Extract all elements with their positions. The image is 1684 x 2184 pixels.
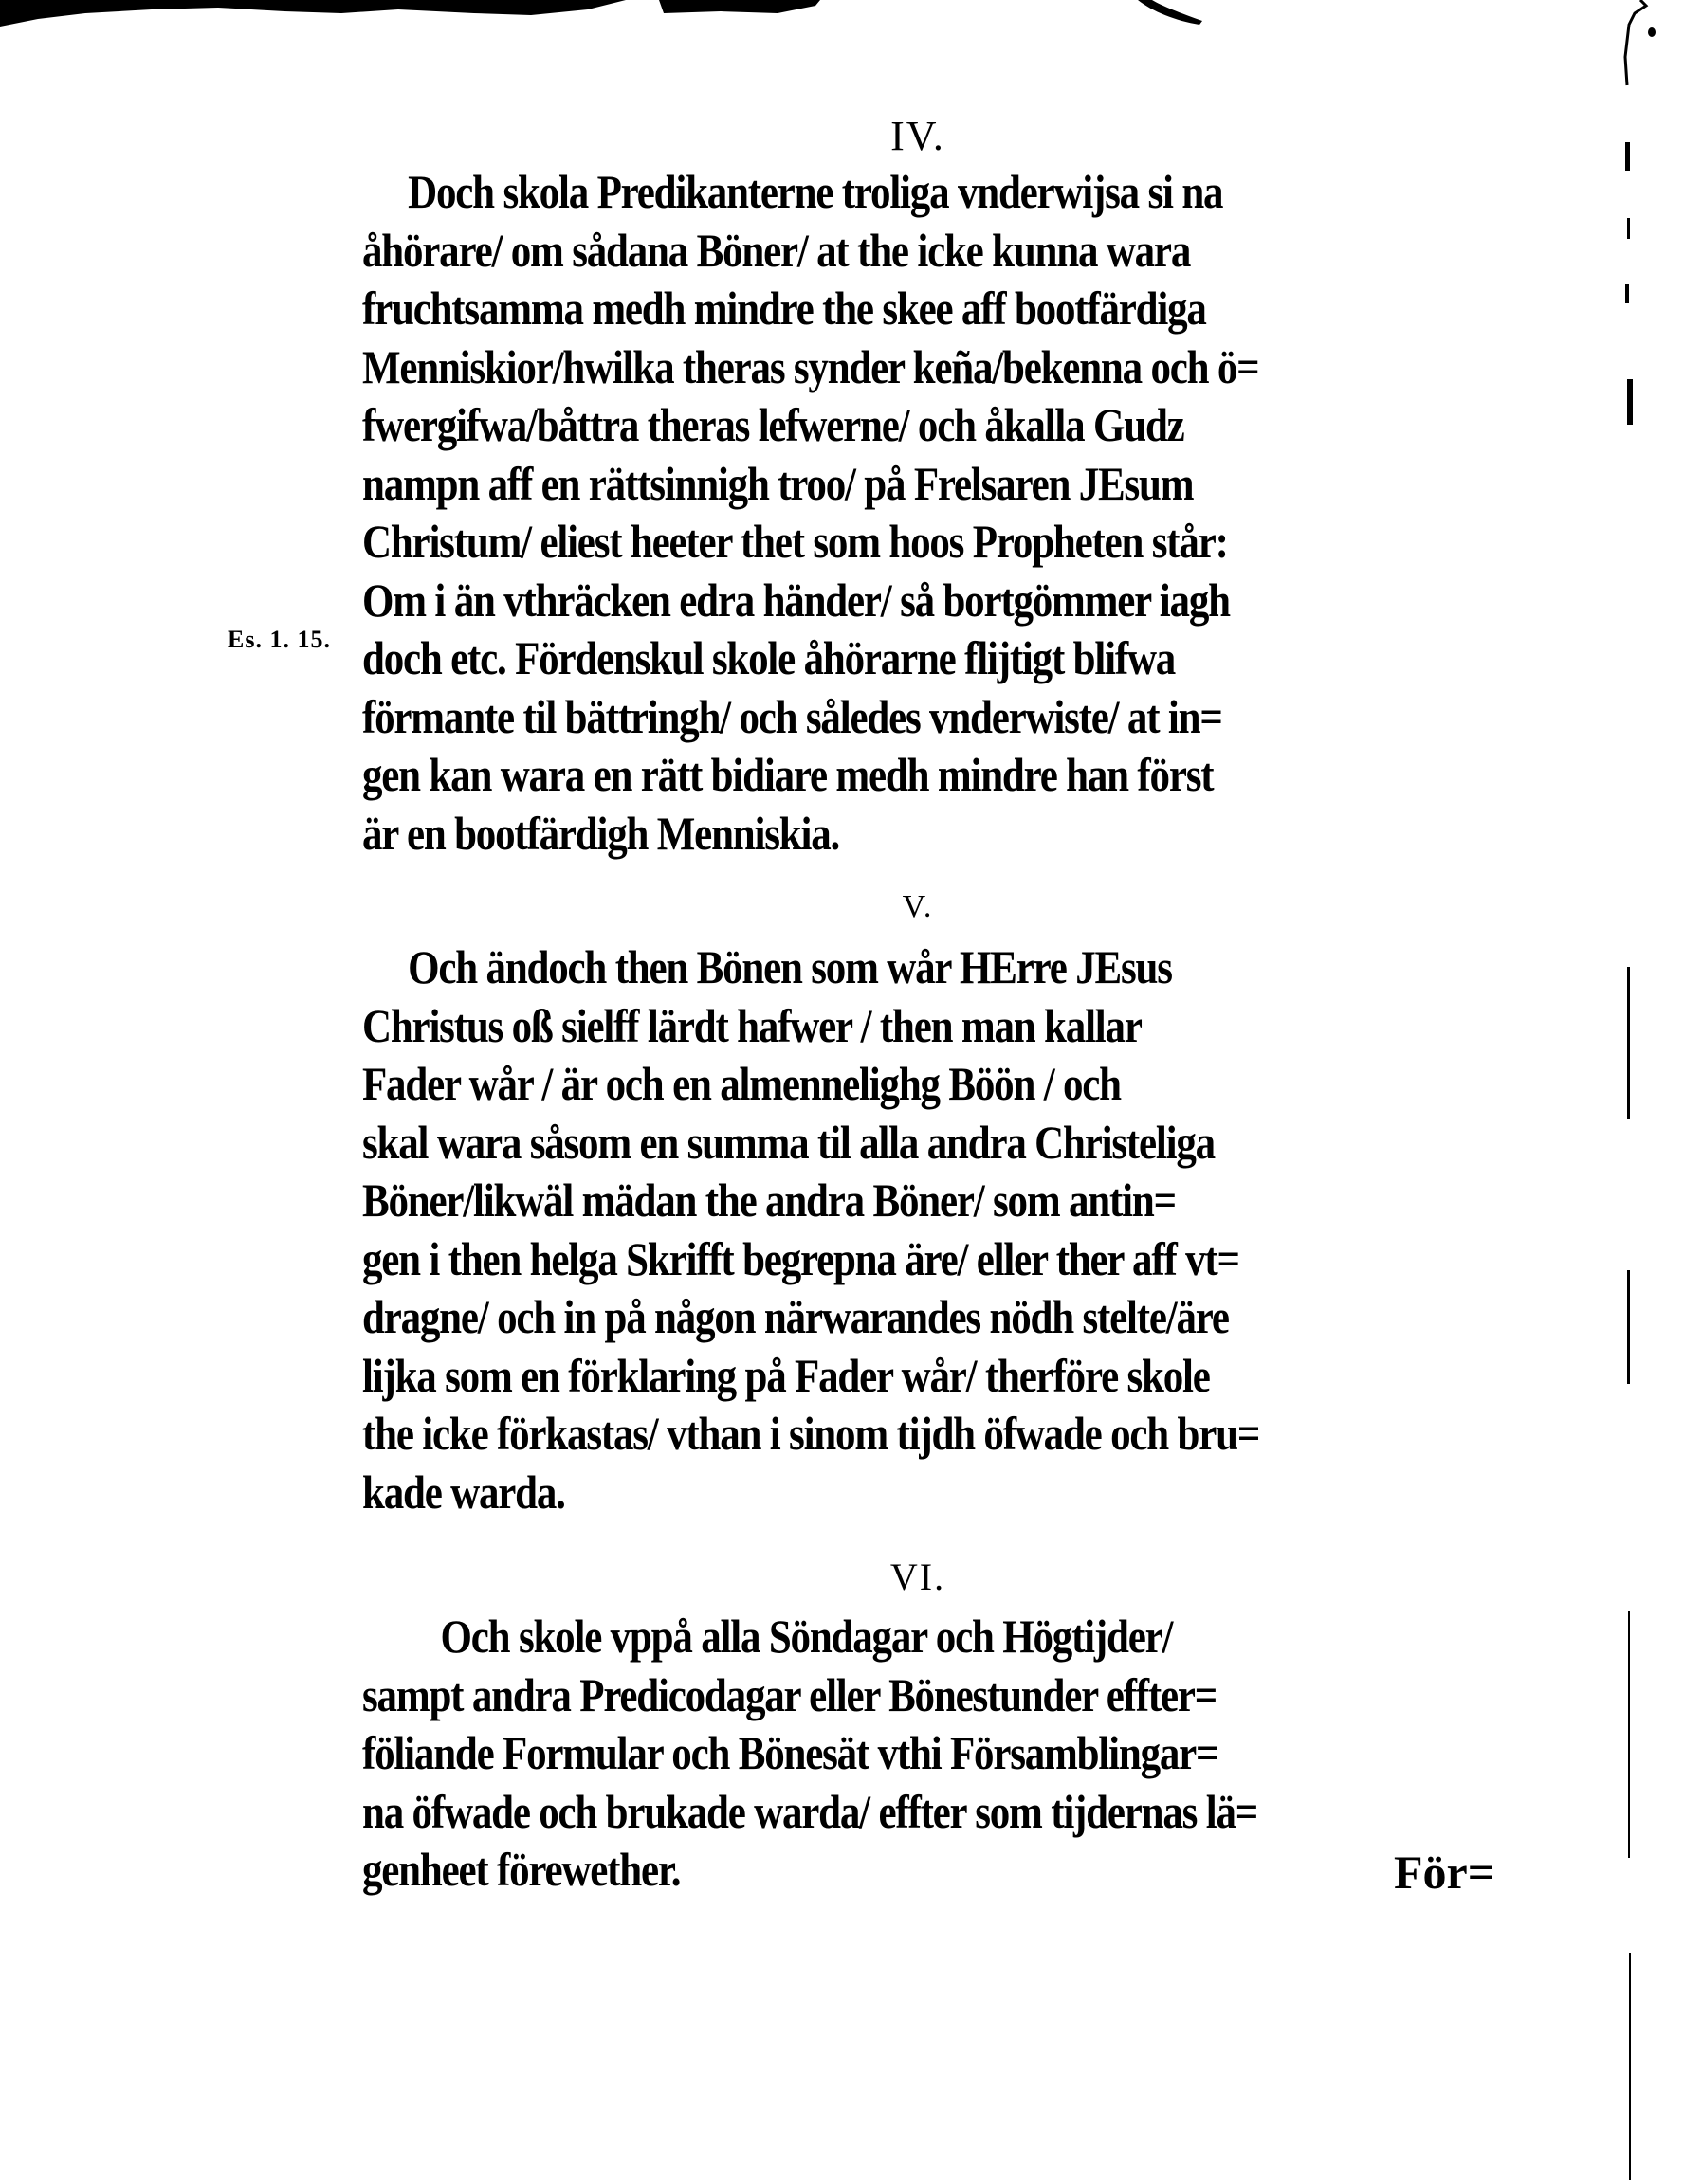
text-line: Menniskior/hwilka theras synder keñа/bekenna och ö= — [362, 339, 1259, 393]
text-line: gen i then helga Skrifft begrepna äre/ eller ther aff vt= — [362, 1231, 1239, 1285]
text-line: the icke förkastas/ vthan i sinom tijdh öfwade och bru= — [362, 1407, 1260, 1460]
catchword: För= — [1394, 1846, 1495, 1899]
scan-top-edge-artifact — [0, 0, 1684, 38]
text-line-with-roman-word: föliande Formular och Bönesät vthi Församblingar= — [362, 1726, 1218, 1779]
marginal-scripture-reference: Es. 1. 15. — [228, 626, 331, 653]
text-line-with-emphasis: Fader wår / är och en almennelighg Böön / och — [362, 1057, 1121, 1110]
text-line: kade warda. — [362, 1465, 565, 1519]
text-line: Christus oß sielff lärdt hafwer / then man kallar — [362, 998, 1142, 1052]
section-number-v: V. — [902, 889, 934, 924]
text-line: är en bootfärdigh Menniskia. — [362, 806, 840, 860]
text-line: fruchtsamma medh mindre the skee aff bootfärdiga — [362, 282, 1206, 335]
text-line: skal wara såsom en summa til alla andra Christeliga — [362, 1115, 1215, 1169]
text-line: nampn aff en rättsinnigh troo/ på Frelsaren JEsum — [362, 456, 1194, 510]
section-number-vi: VI. — [889, 1556, 946, 1598]
text-line: Om i än vthräcken edra händer/ så bortgömmer iagh — [362, 573, 1230, 627]
section-iv-text — [362, 163, 1487, 863]
section-v-text — [362, 938, 1487, 1521]
scan-right-edge-artifact — [1602, 0, 1659, 2184]
text-line: dragne/ och in på någon närwarandes nödh stelte/äre — [362, 1290, 1229, 1343]
text-line: Och ändoch then Bönen som wår HErre JEsus — [408, 940, 1172, 993]
text-line-final-words: genheet förewether. — [362, 1843, 681, 1896]
section-vi-text — [362, 1608, 1487, 1900]
text-line: fwergifwa/båttra theras lefwerne/ och åkalla Gudz — [362, 398, 1184, 451]
text-line: na öfwade och brukade warda/ effter som tijdernas lä= — [362, 1784, 1258, 1838]
text-line-last — [362, 1841, 1484, 1900]
text-line: gen kan wara en rätt bidiare medh mindre han först — [362, 748, 1214, 801]
text-line: Och skole vppå alla Söndagar och Högtijder/ — [440, 1610, 1173, 1663]
text-line: åhörare/ om sådana Böner/ at the icke kunna wara — [362, 223, 1191, 277]
text-line: Doch skola Predikanterne troliga vnderwijsa si na — [408, 165, 1223, 218]
text-line: doch etc. Fördenskul skole åhörarne flijtigt blifwa — [362, 631, 1176, 684]
text-line: Christum/ eliest heeter thet som hoos Propheten står: — [362, 515, 1228, 568]
text-line: lijka som en förklaring på Fader wår/ therföre skole — [362, 1348, 1210, 1402]
text-line: Böner/likwäl mädan the andra Böner/ som antin= — [362, 1174, 1176, 1227]
text-line: sampt andra Predicodagar eller Bönestunder effter= — [362, 1667, 1217, 1721]
text-line: förmante til bättringh/ och således vnderwiste/ at in= — [362, 689, 1222, 743]
section-number-iv: IV. — [890, 113, 945, 159]
